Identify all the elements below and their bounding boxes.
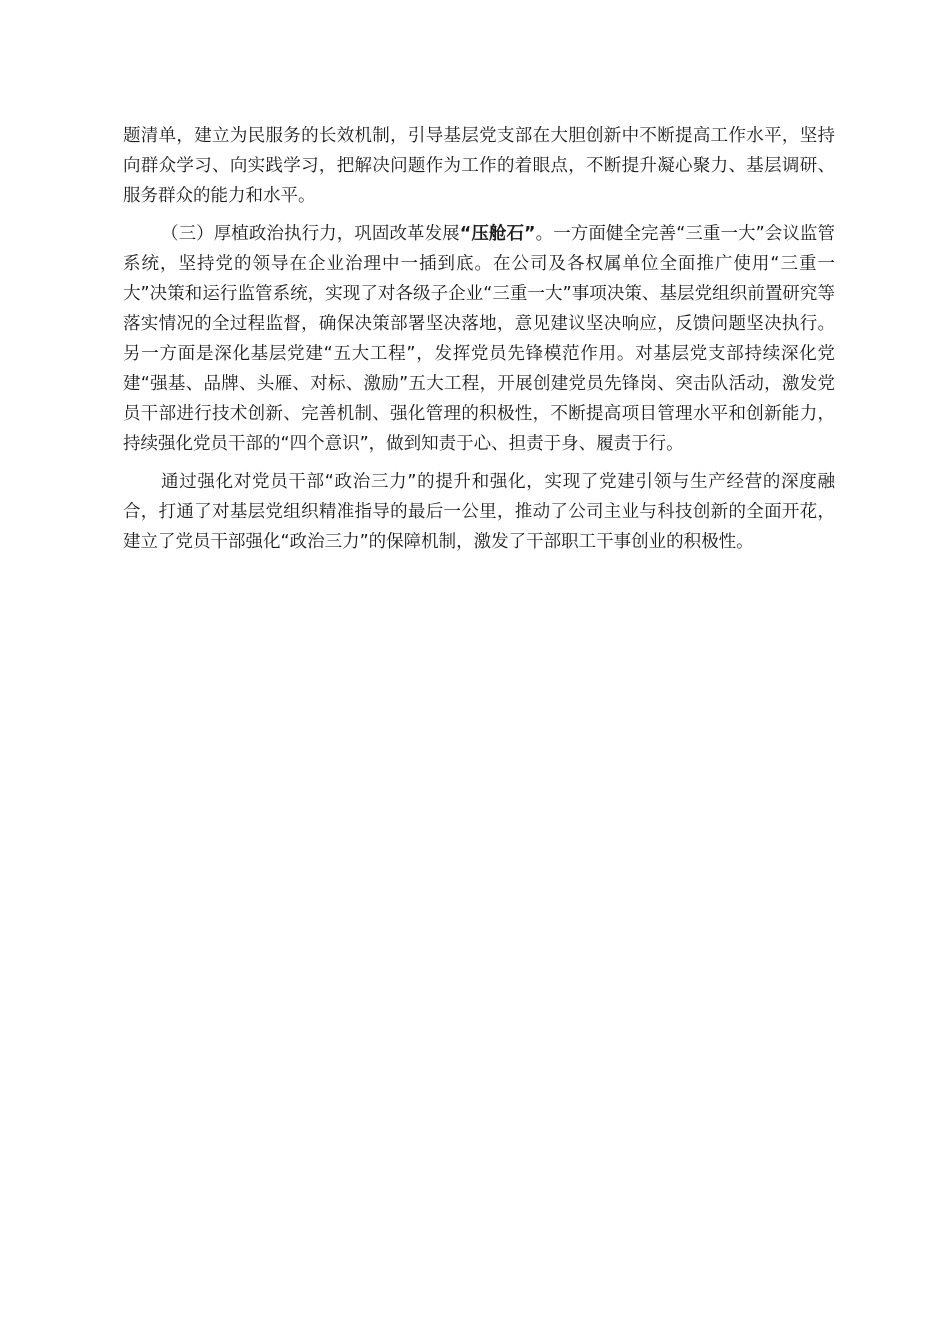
section-heading-lead: （三）厚植政治执行力，巩固改革发展	[161, 224, 460, 244]
section-heading-emphasis: “压舱石”	[459, 224, 536, 244]
document-body	[123, 121, 835, 565]
paragraph-conclusion: 通过强化对党员干部“政治三力”的提升和强化，实现了党建引领与生产经营的深度融合，打通了对基层党组织精准指导的最后一公里，推动了公司主业与科技创新的全面开花，建立了党员干部强化“政治三力”的保障机制，激发了干部职工干事创业的积极性。	[123, 472, 835, 552]
section-body-text: 。一方面健全完善“三重一大”会议监管系统，坚持党的领导在企业治理中一插到底。在公司及各权属单位全面推广使用“三重一大”决策和运行监管系统，实现了对各级子企业“三重一大”事项决策、基层党组织前置研究等落实情况的全过程监督，确保决策部署坚决落地，意见建议坚决响应，反馈问题坚决执行。另一方面是深化基层党建“五大工程”，发挥党员先锋模范作用。对基层党支部持续深化党建“强基、品牌、头雁、对标、激励”五大工程，开展创建党员先锋岗、突击队活动，激发党员干部进行技术创新、完善机制、强化管理的积极性，不断提高项目管理水平和创新能力，持续强化党员干部的“四个意识”，做到知责于心、担责于身、履责于行。	[123, 224, 835, 454]
paragraph-continued: 题清单，建立为民服务的长效机制，引导基层党支部在大胆创新中不断提高工作水平，坚持向群众学习、向实践学习，把解决问题作为工作的着眼点，不断提升凝心聚力、基层调研、服务群众的能力和水平。	[123, 126, 835, 206]
paragraph-section-three	[123, 219, 835, 459]
